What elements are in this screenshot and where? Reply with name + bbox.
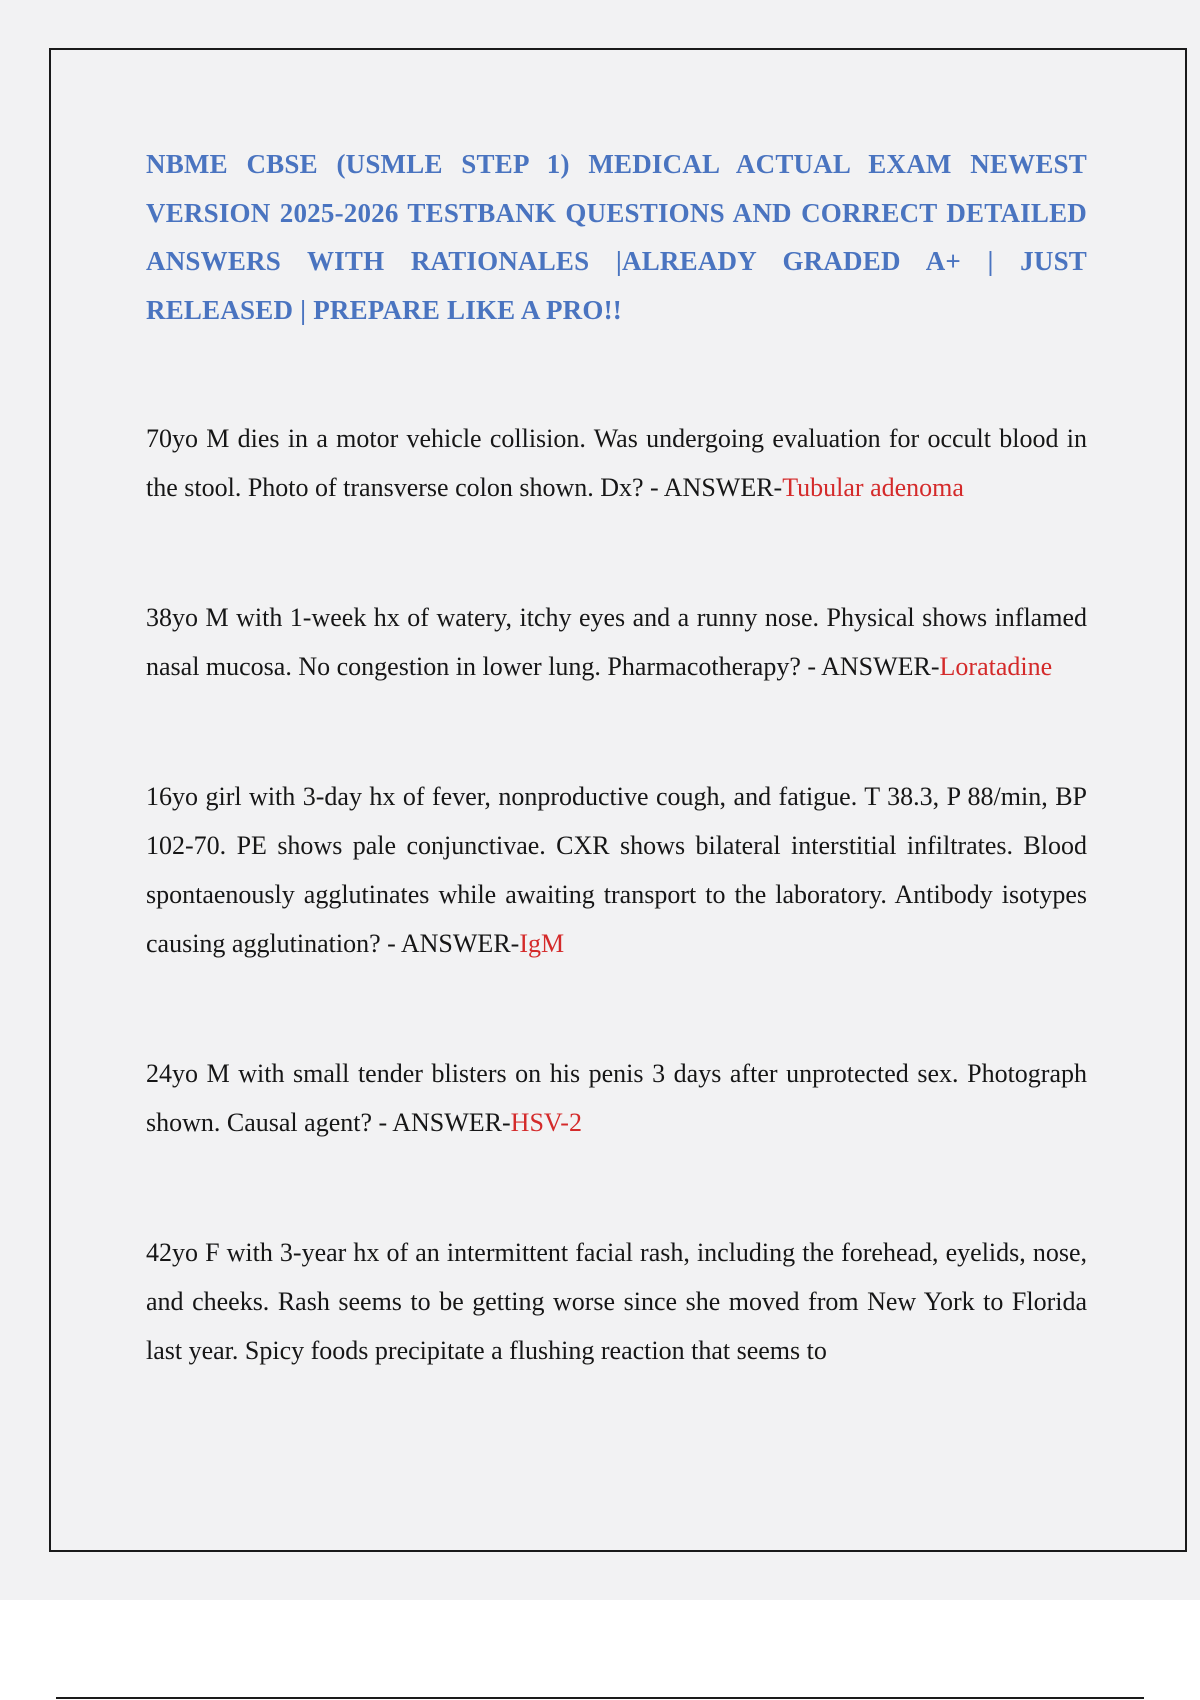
qa-item-1 — [146, 414, 1087, 512]
question-text: 24yo M with small tender blisters on his penis 3 days after unprotected sex. Photograph shown. Causal agent? - ANSWER- — [146, 1059, 1087, 1137]
qa-item-5 — [146, 1228, 1087, 1375]
qa-item-2 — [146, 593, 1087, 691]
answer-text: HSV-2 — [510, 1108, 582, 1137]
document-title: NBME CBSE (USMLE STEP 1) MEDICAL ACTUAL EXAM NEWEST VERSION 2025-2026 TESTBANK QUESTIONS AND CORRECT DETAILED ANSWERS WITH RATIONALES |ALREADY GRADED A+ | JUST RELEASED | PREPARE LIKE A PRO!! — [146, 149, 1087, 325]
next-page-top-border — [56, 1697, 1144, 1699]
qa-item-4 — [146, 1049, 1087, 1147]
answer-text: IgM — [519, 929, 565, 958]
answer-text: Tubular adenoma — [782, 473, 964, 502]
question-text: 42yo F with 3-year hx of an intermittent facial rash, including the forehead, eyelids, nose, and cheeks. Rash seems to be getting worse since she moved from New York to Florida last year. Spicy foods precipitate a flushing reaction that seems to — [146, 1238, 1087, 1365]
question-text: 16yo girl with 3-day hx of fever, nonproductive cough, and fatigue. T 38.3, P 88/min, BP 102-70. PE shows pale conjunctivae. CXR shows bilateral interstitial infiltrates. Blood spontaenously agglutinates while awaiting transport to the laboratory. Antibody isotypes causing agglutination? - ANSWER- — [146, 782, 1087, 958]
answer-text: Loratadine — [939, 652, 1053, 681]
question-text: 70yo M dies in a motor vehicle collision. Was undergoing evaluation for occult blood in the stool. Photo of transverse colon shown. Dx? - ANSWER- — [146, 424, 1087, 502]
qa-item-3 — [146, 772, 1087, 968]
question-text: 38yo M with 1-week hx of watery, itchy eyes and a runny nose. Physical shows inflamed nasal mucosa. No congestion in lower lung. Pharmacotherapy? - ANSWER- — [146, 603, 1087, 681]
document-content — [146, 140, 1087, 1375]
